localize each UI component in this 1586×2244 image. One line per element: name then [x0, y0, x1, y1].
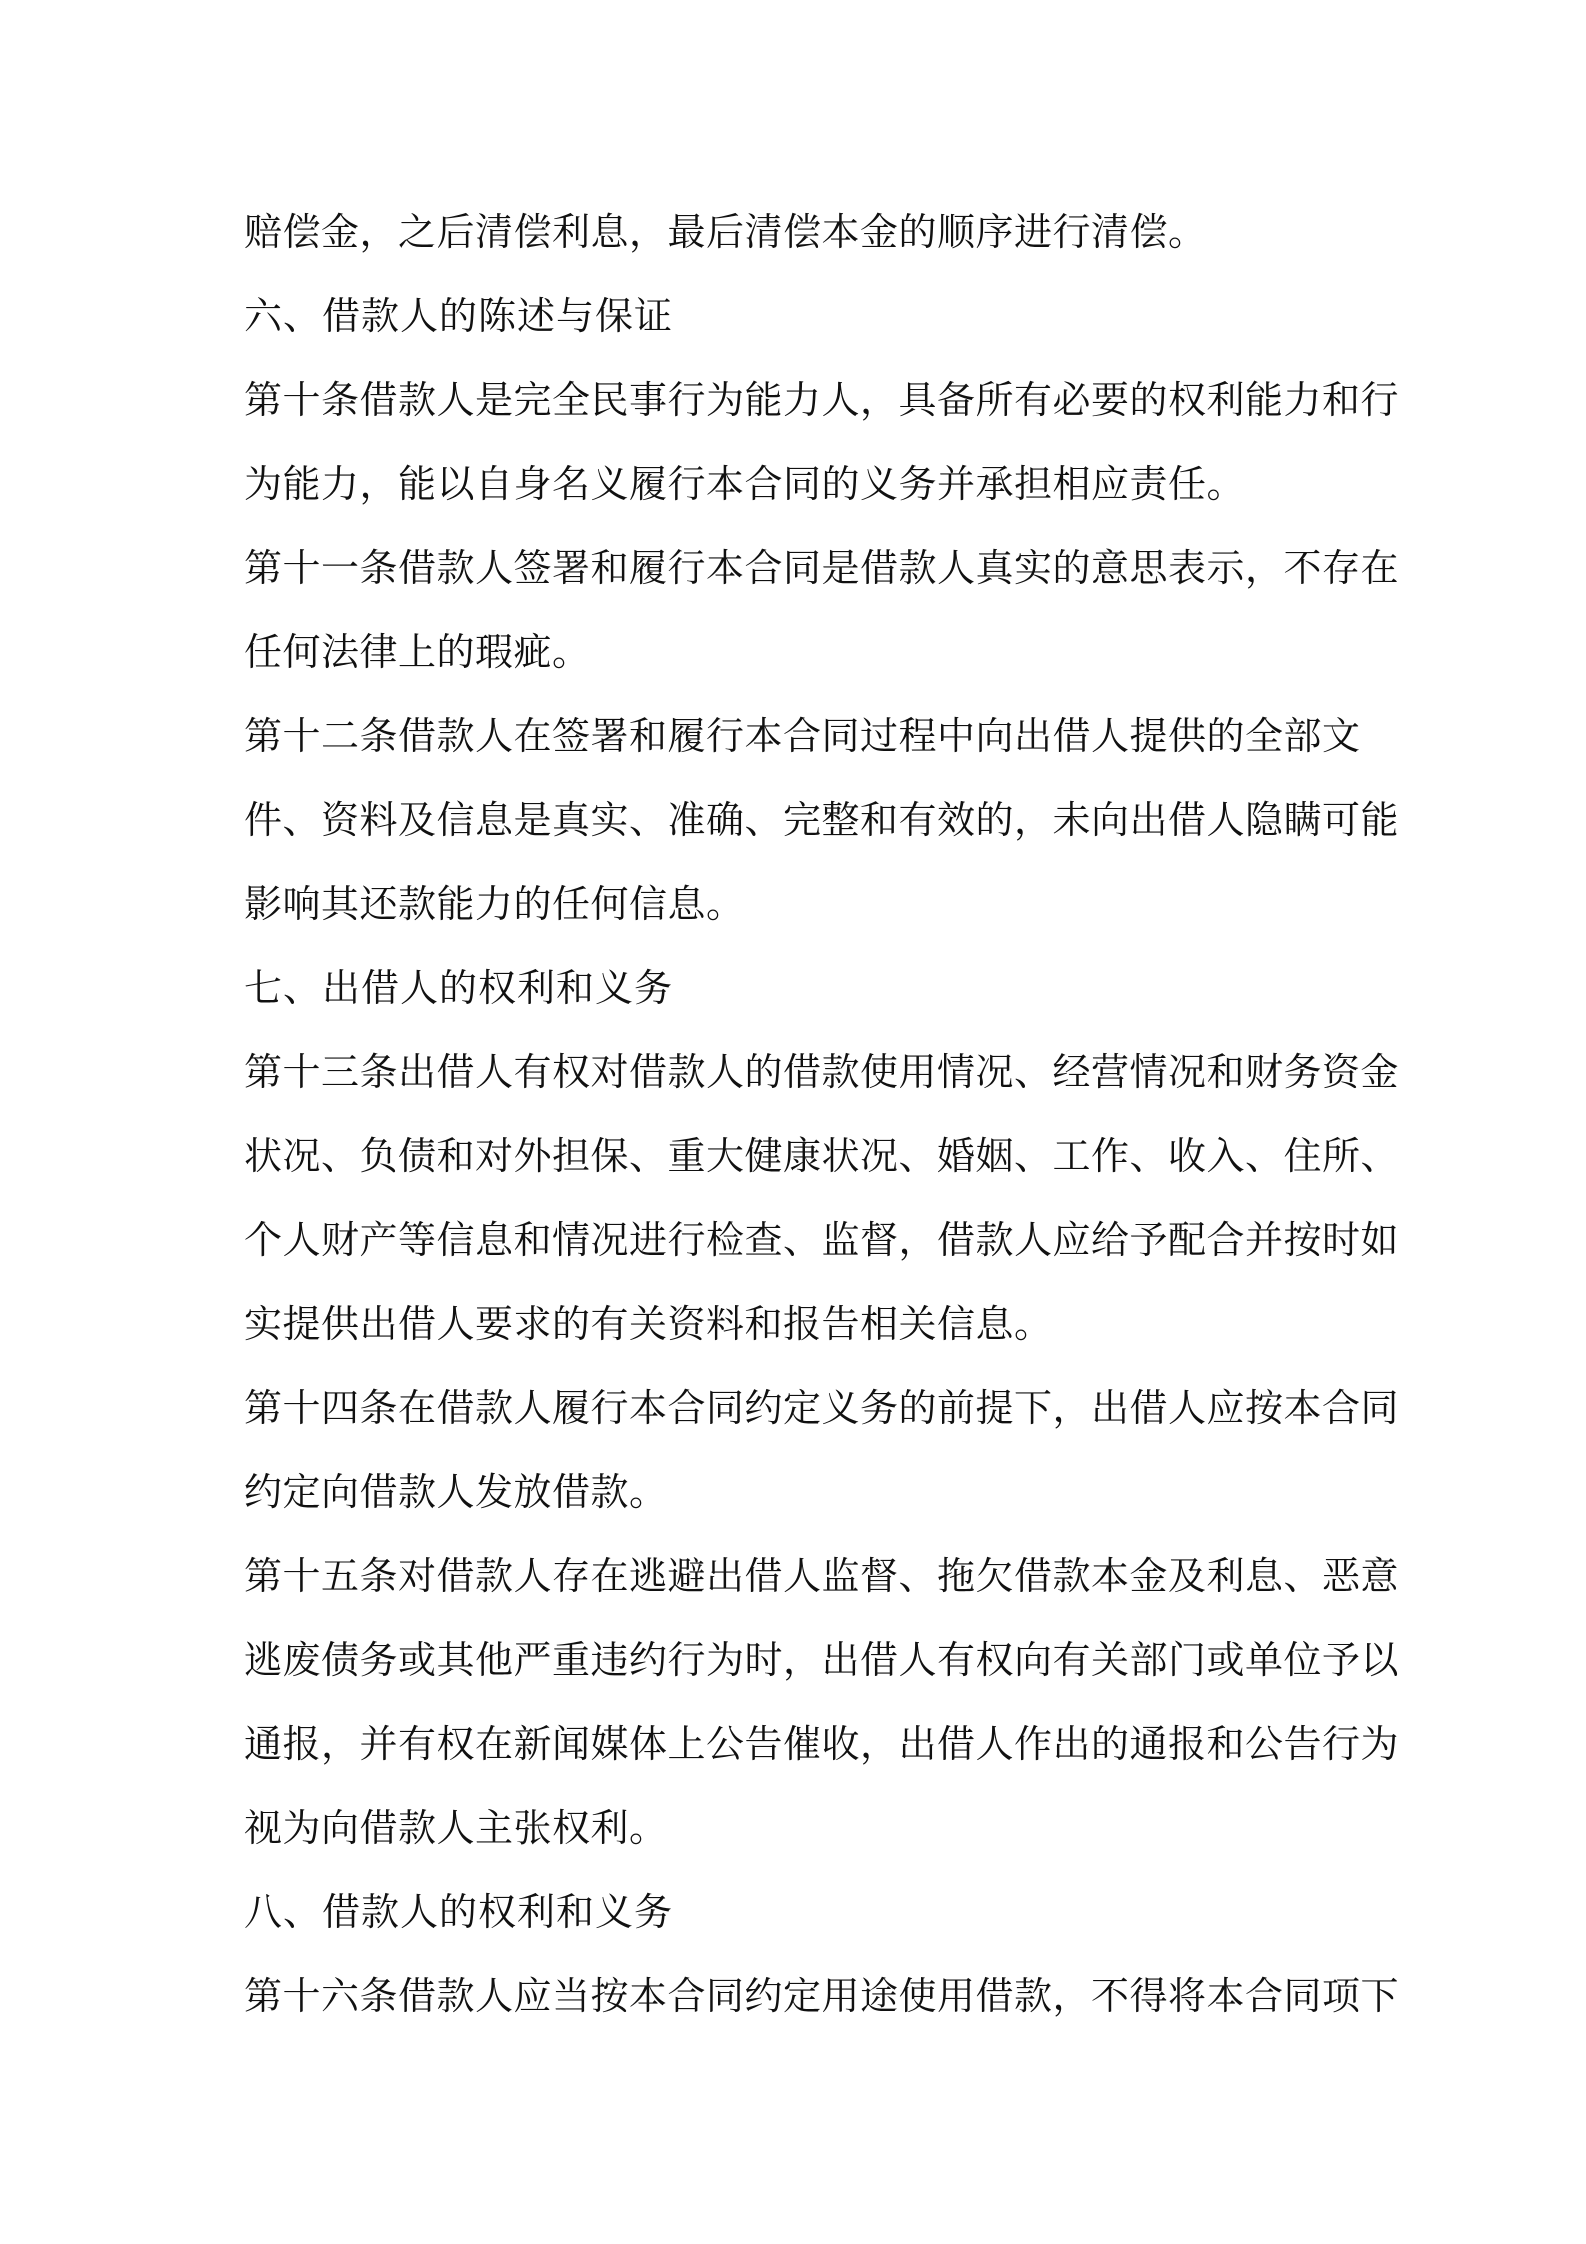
text-line: 件、资料及信息是真实、准确、完整和有效的，未向出借人隐瞒可能	[244, 798, 1400, 842]
text-line: 约定向借款人发放借款。	[244, 1470, 668, 1514]
text-line: 第十六条借款人应当按本合同约定用途使用借款，不得将本合同项下	[244, 1974, 1400, 2018]
text-line: 第十五条对借款人存在逃避出借人监督、拖欠借款本金及利息、恶意	[244, 1554, 1400, 1598]
text-line: 任何法律上的瑕疵。	[244, 630, 591, 674]
text-line: 第十四条在借款人履行本合同约定义务的前提下，出借人应按本合同	[244, 1386, 1400, 1430]
text-line: 个人财产等信息和情况进行检查、监督，借款人应给予配合并按时如	[244, 1218, 1400, 1262]
text-line: 实提供出借人要求的有关资料和报告相关信息。	[244, 1302, 1053, 1346]
text-line: 通报，并有权在新闻媒体上公告催收，出借人作出的通报和公告行为	[244, 1722, 1400, 1766]
text-line: 第十一条借款人签署和履行本合同是借款人真实的意思表示，不存在	[244, 546, 1400, 590]
text-line: 逃废债务或其他严重违约行为时，出借人有权向有关部门或单位予以	[244, 1638, 1400, 1682]
text-line: 第十三条出借人有权对借款人的借款使用情况、经营情况和财务资金	[244, 1050, 1400, 1094]
text-line: 状况、负债和对外担保、重大健康状况、婚姻、工作、收入、住所、	[244, 1134, 1400, 1178]
section-heading: 八、借款人的权利和义务	[244, 1890, 674, 1934]
section-heading: 六、借款人的陈述与保证	[244, 294, 674, 338]
text-line: 视为向借款人主张权利。	[244, 1806, 668, 1850]
text-line: 第十二条借款人在签署和履行本合同过程中向出借人提供的全部文	[244, 714, 1361, 758]
section-heading: 七、出借人的权利和义务	[244, 966, 674, 1010]
text-line: 赔偿金，之后清偿利息，最后清偿本金的顺序进行清偿。	[244, 210, 1207, 254]
text-line: 第十条借款人是完全民事行为能力人，具备所有必要的权利能力和行	[244, 378, 1400, 422]
document-body	[244, 190, 1400, 2038]
text-line: 为能力，能以自身名义履行本合同的义务并承担相应责任。	[244, 462, 1246, 506]
text-line: 影响其还款能力的任何信息。	[244, 882, 745, 926]
